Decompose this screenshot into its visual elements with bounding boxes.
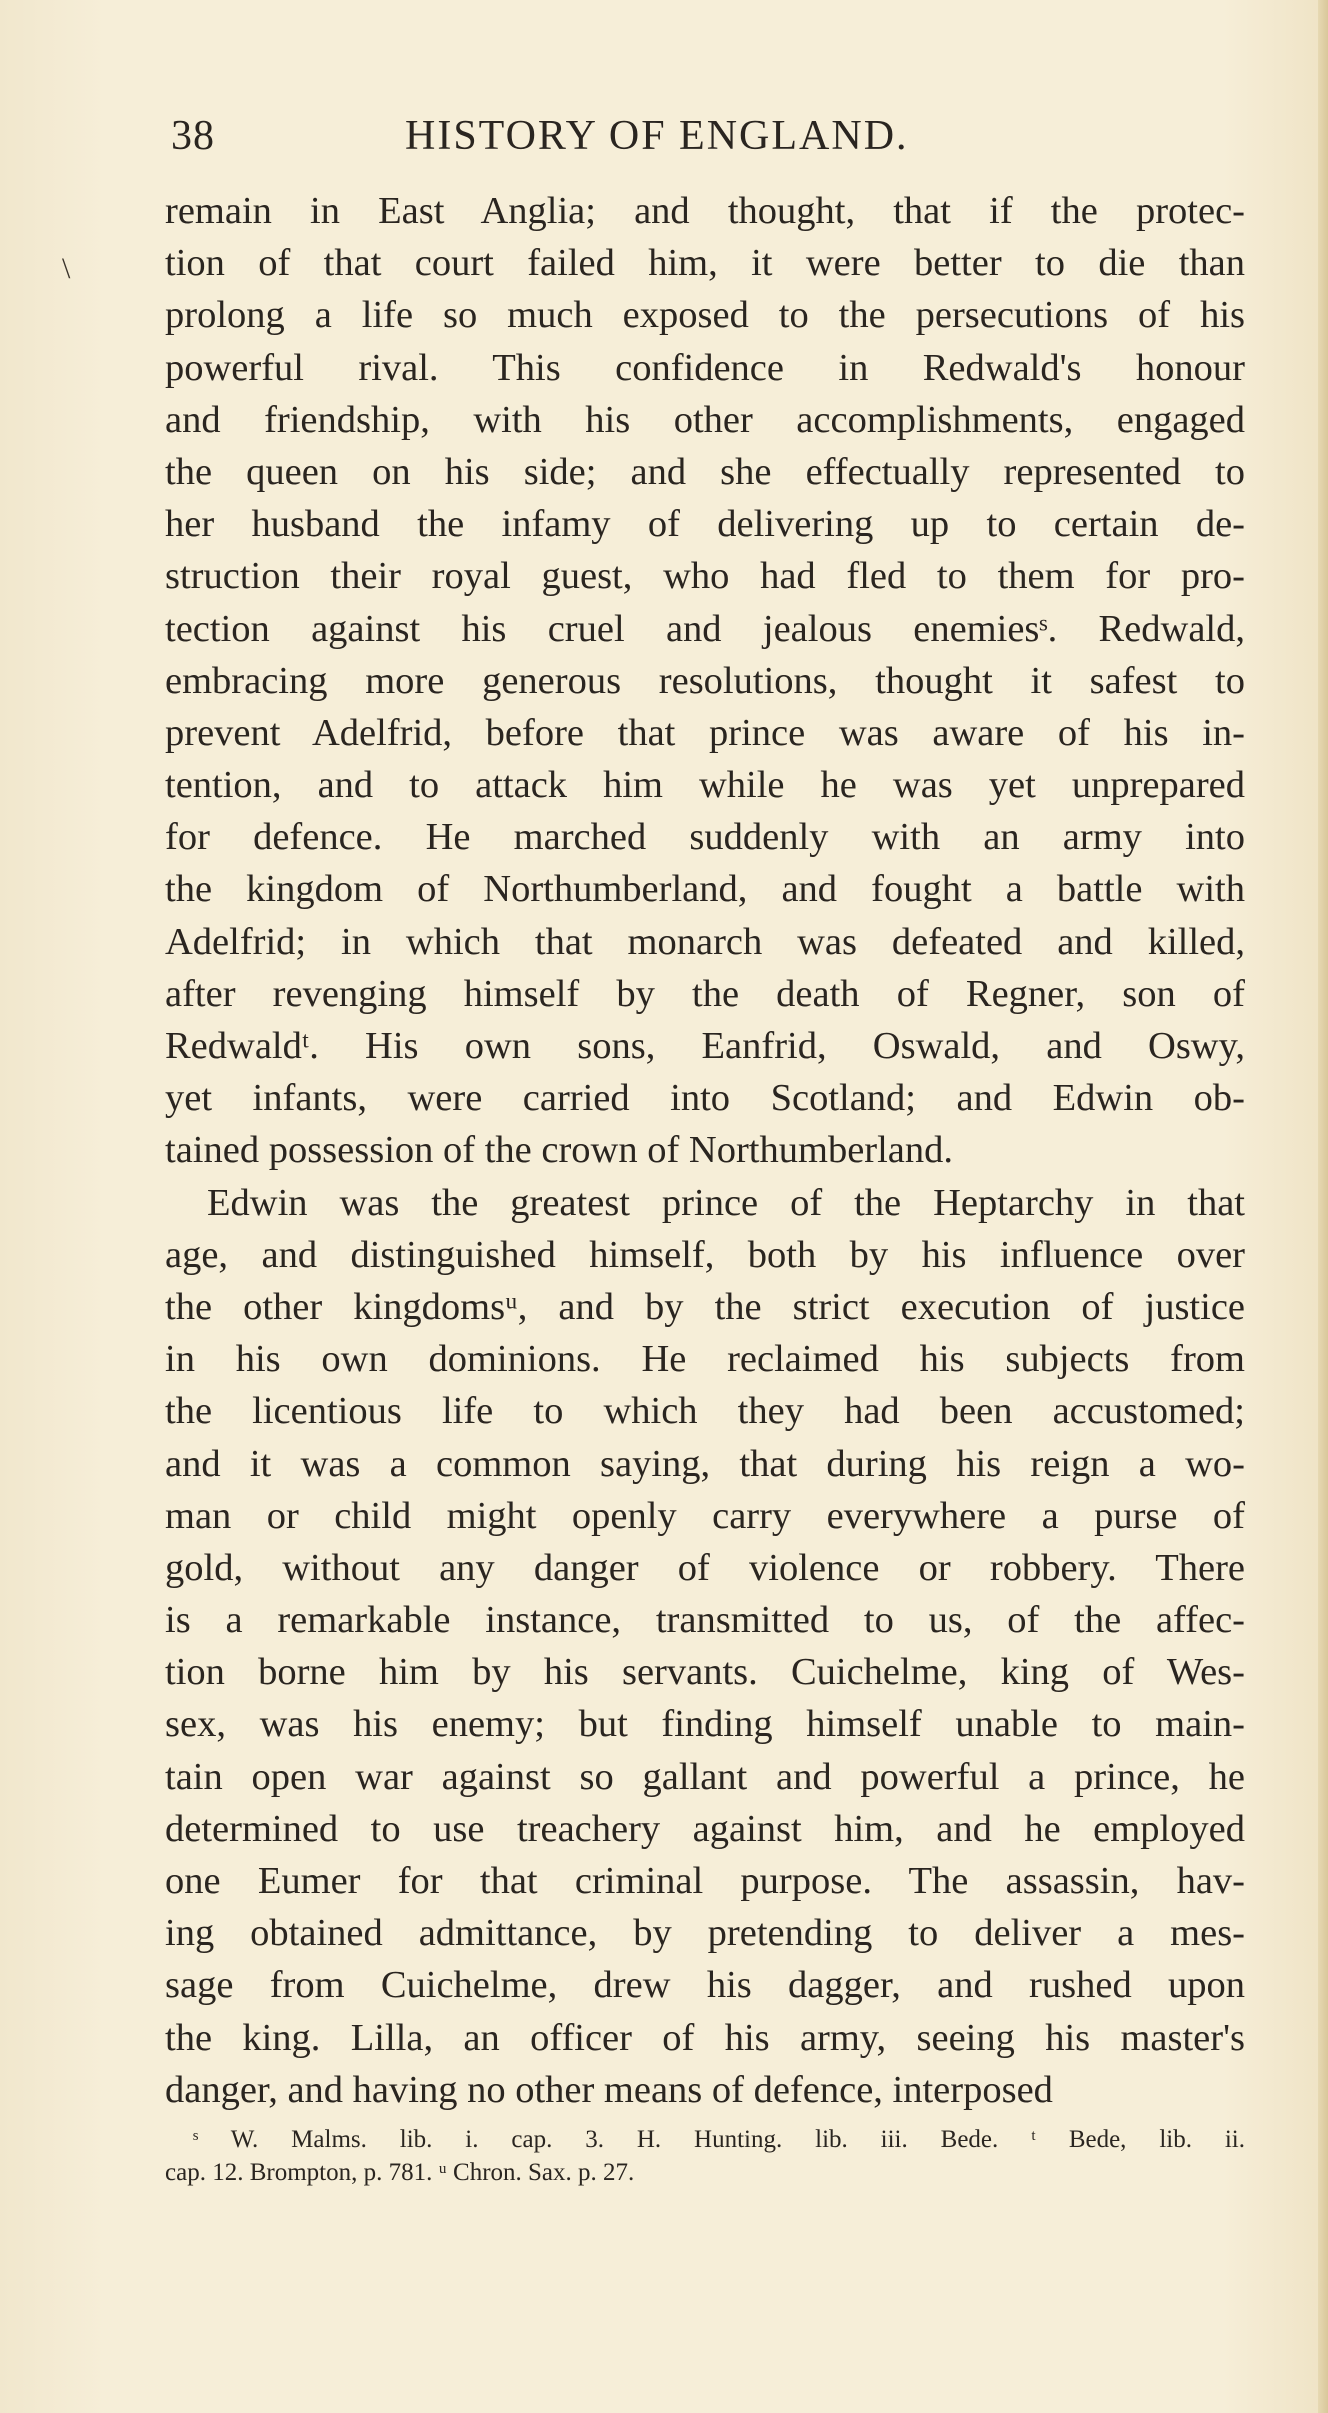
margin-mark: \ [62,252,71,285]
text-line: Redwaldᵗ. His own sons, Eanfrid, Oswald, and Oswy, [165,1025,1245,1067]
text-line: prolong a life so much exposed to the persecutions of his [165,294,1245,337]
text-line: the kingdom of Northumberland, and fought a battle with [165,868,1245,911]
text-line: gold, without any danger of violence or robbery. There [165,1546,1245,1589]
text-line: Adelfrid; in which that monarch was defeated and killed, [165,920,1245,963]
text-line: sage from Cuichelme, drew his dagger, and rushed upon [165,1964,1245,2007]
text-line: tained possession of the crown of Northumberland. [165,1129,954,1172]
footnote-line: ˢ W. Malms. lib. i. cap. 3. H. Hunting. lib. iii. Bede. ᵗ Bede, lib. ii. [193,2126,1245,2153]
text-line: age, and distinguished himself, both by his influence over [165,1233,1245,1276]
text-line: tion of that court failed him, it were better to die than [165,242,1245,285]
text-line: remain in East Anglia; and thought, that if the protec- [165,190,1245,232]
footnote-line: cap. 12. Brompton, p. 781. ᵘ Chron. Sax. p. 27. [165,2159,635,2186]
text-line: Edwin was the greatest prince of the Heptarchy in that [207,1181,1245,1224]
text-line: the queen on his side; and she effectually represented to [165,450,1245,493]
text-line: yet infants, were carried into Scotland; and Edwin ob- [165,1077,1245,1120]
text-line: the licentious life to which they had been accustomed; [165,1390,1245,1433]
text-line: danger, and having no other means of defence, interposed [165,2068,1053,2111]
text-line: and it was a common saying, that during his reign a wo- [165,1442,1245,1485]
text-line: tection against his cruel and jealous enemiesˢ. Redwald, [165,607,1245,650]
text-line: determined to use treachery against him, and he employed [165,1807,1245,1850]
running-header [165,112,1245,172]
text-line: the other kingdomsᵘ, and by the strict execution of justice [165,1285,1245,1328]
text-line: is a remarkable instance, transmitted to us, of the affec- [165,1599,1245,1642]
text-line: tion borne him by his servants. Cuichelme, king of Wes- [165,1651,1245,1694]
running-title: HISTORY OF ENGLAND. [405,113,909,159]
page-number: 38 [171,113,215,159]
text-line: her husband the infamy of delivering up to certain de- [165,503,1245,546]
text-line: for defence. He marched suddenly with an army into [165,816,1245,859]
footnotes [165,2123,1245,2189]
text-line: in his own dominions. He reclaimed his subjects from [165,1338,1245,1381]
text-line: ing obtained admittance, by pretending to deliver a mes- [165,1912,1245,1955]
page-edge [1318,0,1328,2413]
text-line: embracing more generous resolutions, thought it safest to [165,659,1245,702]
text-line: the king. Lilla, an officer of his army, seeing his master's [165,2016,1245,2059]
text-line: one Eumer for that criminal purpose. The assassin, hav- [165,1860,1245,1902]
text-line: prevent Adelfrid, before that prince was aware of his in- [165,711,1245,754]
text-line: tention, and to attack him while he was yet unprepared [165,764,1245,807]
text-line: man or child might openly carry everywhere a purse of [165,1494,1245,1537]
text-line: struction their royal guest, who had fled to them for pro- [165,555,1245,598]
text-line: and friendship, with his other accomplishments, engaged [165,398,1245,441]
text-line: tain open war against so gallant and powerful a prince, he [165,1755,1245,1798]
text-line: after revenging himself by the death of Regner, son of [165,972,1245,1015]
body-text [165,185,1245,2116]
text-line: sex, was his enemy; but finding himself unable to main- [165,1703,1245,1746]
text-line: powerful rival. This confidence in Redwald's honour [165,346,1245,389]
